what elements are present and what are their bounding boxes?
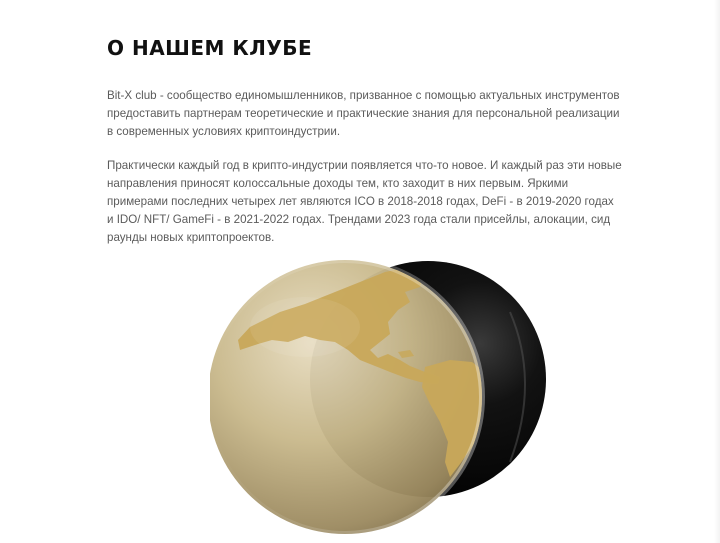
- page-edge: [714, 0, 720, 543]
- globe-icon: [210, 232, 555, 543]
- about-paragraph-2: Практически каждый год в крипто-индустрии появляется что-то новое. И каждый раз эти новые направления приносят колоссальные доходы тем, кто заходит в них первым. Яркими примерами последних четырех лет являются ICO в 2018-2018 годах, DeFi - в 2019-2020 годах и IDO/ NFT/ GameFi - в 2021-2022 годах. Трендами 2023 года стали присейлы, алокации, сид раунды новых криптопроектов.: [107, 159, 622, 244]
- section-title: О НАШЕМ КЛУБЕ: [107, 36, 313, 60]
- globe-illustration: [210, 232, 555, 543]
- about-paragraph-1: Bit-X club - сообщество единомышленников, призванное с помощью актуальных инструментов предоставить партнерам теоретические и практические знания для персональной реализации в современных условиях криптоиндустрии.: [107, 89, 620, 138]
